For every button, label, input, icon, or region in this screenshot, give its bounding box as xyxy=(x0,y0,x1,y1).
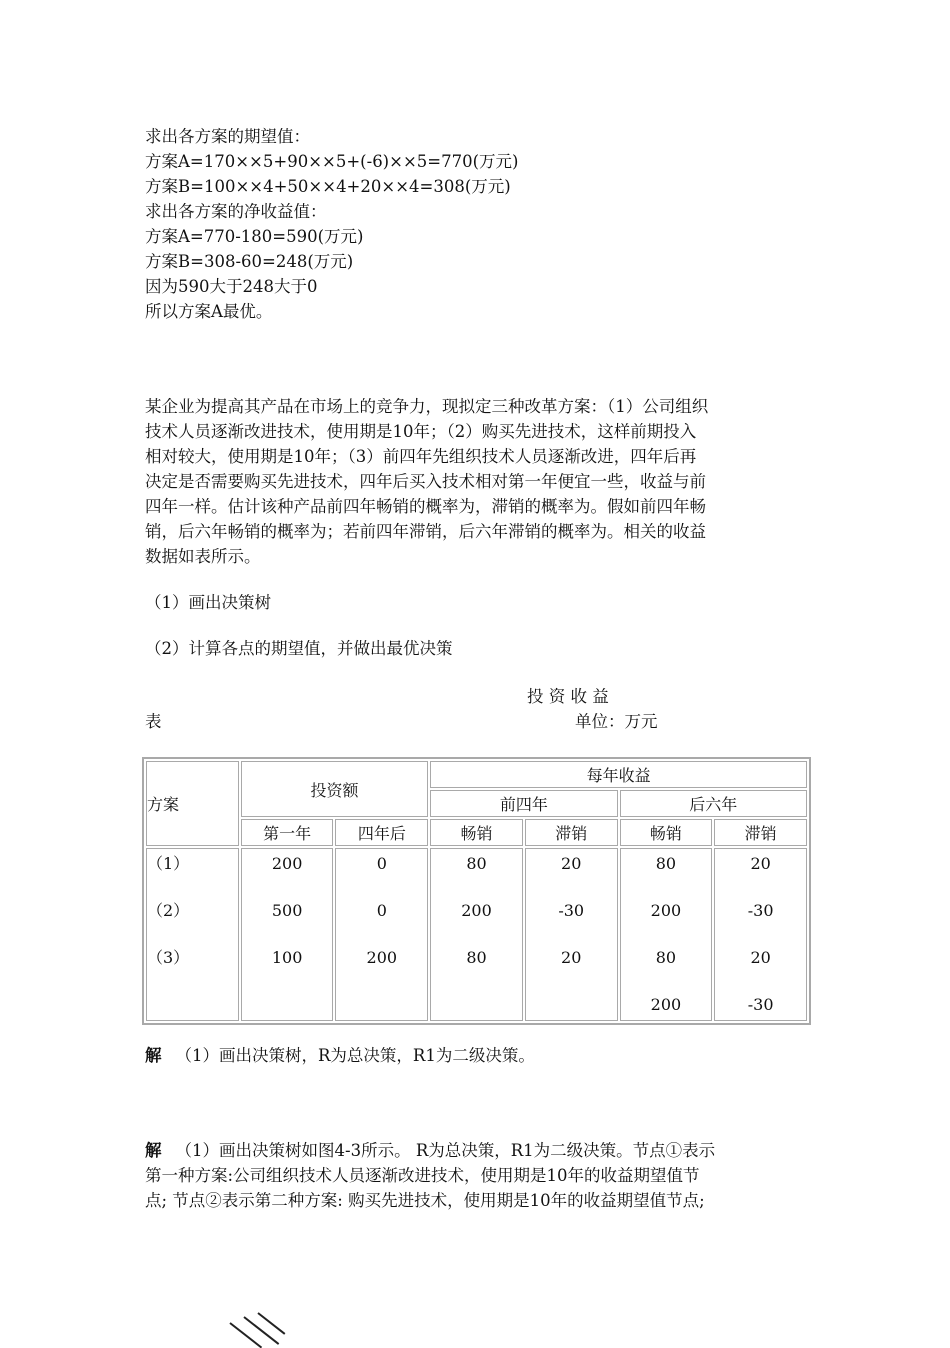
paragraph-line: 技术人员逐渐改进技术，使用期是10年；（2）购买先进技术，这样前期投入 xyxy=(145,422,697,441)
answer-line: 第一种方案:公司组织技术人员逐渐改进技术，使用期是10年的收益期望值节 xyxy=(145,1166,700,1185)
cell-value: 200 xyxy=(461,901,492,920)
paragraph-line: 四年一样。估计该种产品前四年畅销的概率为，滞销的概率为。假如前四年畅 xyxy=(145,497,706,516)
header-poor-sales: 滞销 xyxy=(525,819,618,846)
plan-label: （2） xyxy=(147,901,190,920)
answer-line xyxy=(145,1138,810,1163)
cell-value: 200 xyxy=(650,901,682,920)
question-2: （2）计算各点的期望值，并做出最优决策 xyxy=(145,639,453,658)
cell-value: 0 xyxy=(376,901,387,920)
table-unit: 单位：万元 xyxy=(575,712,658,731)
answer-2 xyxy=(145,1138,810,1213)
table-label: 表 xyxy=(145,712,162,731)
answer-1 xyxy=(145,1043,535,1068)
paragraph-line: 数据如表所示。 xyxy=(145,547,261,566)
cell-value: 200 xyxy=(271,854,303,873)
cell-value: 100 xyxy=(271,948,303,967)
cell-value: 80 xyxy=(466,948,487,967)
header-plan: 方案 xyxy=(146,761,239,846)
cell-value: 0 xyxy=(376,854,387,873)
paragraph-line: 决定是否需要购买先进技术，四年后买入技术相对第一年便宜一些，收益与前 xyxy=(145,472,706,491)
header-after-four-years: 四年后 xyxy=(335,819,428,846)
text-line: 方案B=308-60=248(万元) xyxy=(145,252,354,271)
cell-value: 200 xyxy=(366,948,398,967)
cell-value: 20 xyxy=(750,854,771,873)
cell-value: -30 xyxy=(747,995,774,1014)
cell-value: 500 xyxy=(271,901,303,920)
cell-value: -30 xyxy=(558,901,585,920)
text-line: 所以方案A最优。 xyxy=(145,302,273,321)
answer-text: （1）画出决策树，R为总决策，R1为二级决策。 xyxy=(175,1046,535,1065)
header-investment: 投资额 xyxy=(241,761,428,817)
cell-value: 20 xyxy=(561,854,582,873)
answer-text: （1）画出决策树如图4-3所示。 R为总决策，R1为二级决策。节点①表示 xyxy=(175,1141,716,1160)
header-annual-revenue: 每年收益 xyxy=(430,761,807,788)
cell-value: 200 xyxy=(650,995,682,1014)
text-line: 方案A=770-180=590(万元) xyxy=(145,227,364,246)
cell-value: 80 xyxy=(655,948,677,967)
text-line: 求出各方案的期望值： xyxy=(145,127,310,146)
text-line: 因为590大于248大于0 xyxy=(145,277,318,296)
tree-branch-line xyxy=(243,1316,279,1345)
text-line: 求出各方案的净收益值： xyxy=(145,202,327,221)
header-poor-sales: 滞销 xyxy=(714,819,807,846)
table-title: 投 资 收 益 xyxy=(527,687,609,706)
table-row xyxy=(146,848,807,1021)
plan-label: （1） xyxy=(147,854,190,873)
paragraph-line: 销，后六年畅销的概率为；若前四年滞销，后六年滞销的概率为。相关的收益 xyxy=(145,522,706,541)
paragraph-line: 某企业为提高其产品在市场上的竞争力，现拟定三种改革方案：（1）公司组织 xyxy=(145,397,709,416)
text-line: 方案A=170××5+90××5+(-6)××5=770(万元) xyxy=(145,152,519,171)
problem-paragraph xyxy=(145,394,810,569)
cell-value: 20 xyxy=(561,948,582,967)
text-line: 方案B=100××4+50××4+20××4=308(万元) xyxy=(145,177,511,196)
answer-label: 解 xyxy=(145,1141,162,1160)
cell-value: 80 xyxy=(466,854,487,873)
header-first-year: 第一年 xyxy=(241,819,334,846)
plan-label: （3） xyxy=(147,948,190,967)
header-last-six-years: 后六年 xyxy=(620,790,807,817)
cell-value: 20 xyxy=(750,948,771,967)
header-first-four-years: 前四年 xyxy=(430,790,617,817)
header-good-sales: 畅销 xyxy=(430,819,523,846)
revenue-table xyxy=(142,757,811,1025)
answer-label: 解 xyxy=(145,1046,162,1065)
cell-value: -30 xyxy=(747,901,774,920)
question-1: （1）画出决策树 xyxy=(145,593,271,612)
answer-line: 点; 节点②表示第二种方案: 购买先进技术，使用期是10年的收益期望值节点; xyxy=(145,1191,705,1210)
header-good-sales: 畅销 xyxy=(620,819,713,846)
paragraph-line: 相对较大，使用期是10年；（3）前四年先组织技术人员逐渐改进，四年后再 xyxy=(145,447,697,466)
cell-value: 80 xyxy=(655,854,677,873)
